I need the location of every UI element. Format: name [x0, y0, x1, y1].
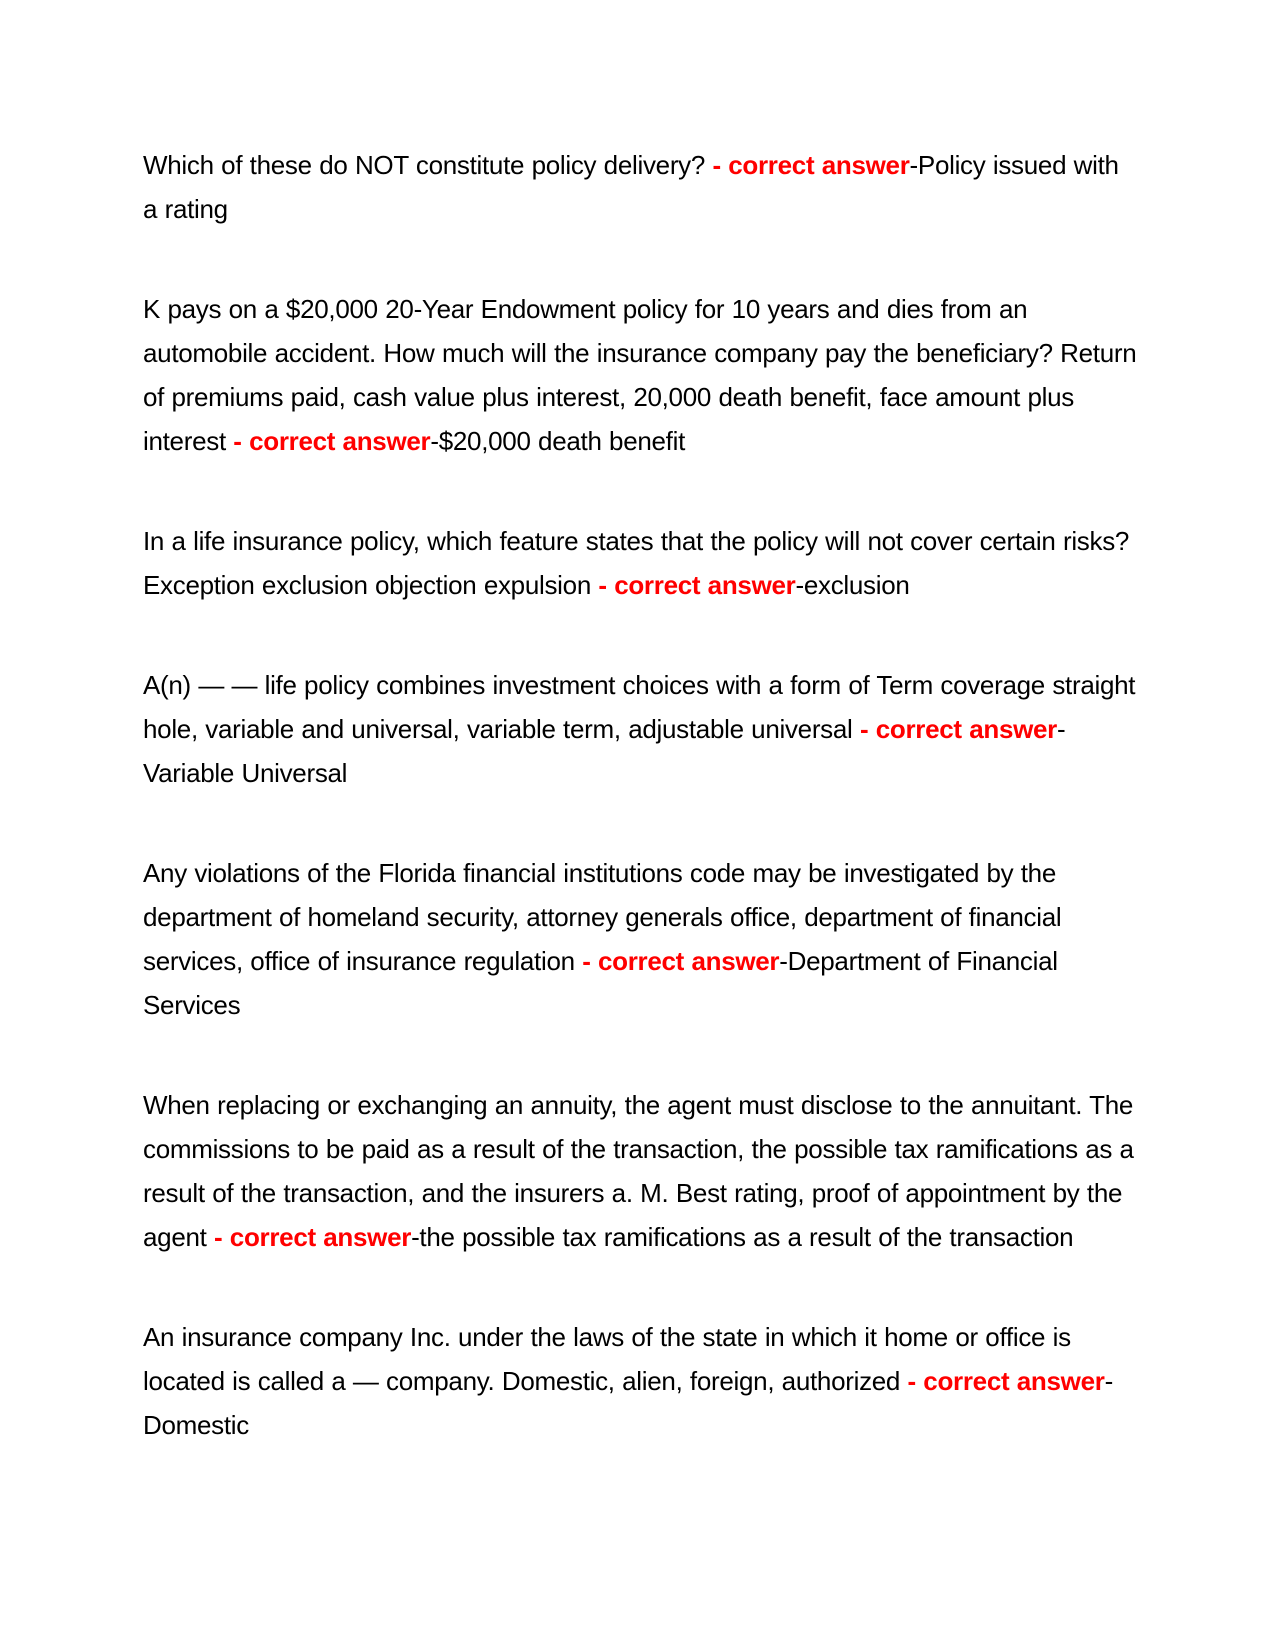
- question-text: When replacing or exchanging an annuity, the agent must disclose to the annuitant. The commissions to be paid as a result of the transaction, the possible tax ramifications as a result of the transaction, and the insurers a. M. Best rating, proof of appointment by the agent: [143, 1090, 1134, 1252]
- question-paragraph: [143, 663, 1140, 795]
- answer-text: -$20,000 death benefit: [430, 426, 685, 456]
- question-text: K pays on a $20,000 20-Year Endowment policy for 10 years and dies from an automobile accident. How much will the insurance company pay the beneficiary? Return of premiums paid, cash value plus interest, 20,000 death benefit, face amount plus interest: [143, 294, 1137, 456]
- correct-answer-marker: - correct answer: [598, 570, 796, 600]
- question-paragraph: [143, 1083, 1140, 1259]
- question-text: In a life insurance policy, which feature states that the policy will not cover certain risks? Exception exclusion objection expulsion: [143, 526, 1130, 600]
- question-paragraph: [143, 143, 1140, 231]
- answer-text: -the possible tax ramifications as a result of the transaction: [411, 1222, 1074, 1252]
- answer-text: -Variable Universal: [143, 714, 1066, 788]
- correct-answer-marker: - correct answer: [859, 714, 1058, 744]
- correct-answer-marker: - correct answer: [712, 150, 910, 180]
- answer-text: -Department of Financial Services: [143, 946, 1058, 1020]
- answer-text: -exclusion: [795, 570, 910, 600]
- question-paragraph: [143, 851, 1140, 1027]
- question-text: A(n) — — life policy combines investment choices with a form of Term coverage straight hole, variable and universal, variable term, adjustable universal: [143, 670, 1136, 744]
- correct-answer-marker: - correct answer: [233, 426, 431, 456]
- question-paragraph: [143, 287, 1140, 463]
- answer-text: -Domestic: [143, 1366, 1113, 1440]
- question-text: Any violations of the Florida financial institutions code may be investigated by the department of homeland security, attorney generals office, department of financial services, office of insurance regulation: [143, 858, 1062, 976]
- correct-answer-marker: - correct answer: [907, 1366, 1105, 1396]
- question-paragraph: [143, 1315, 1140, 1447]
- question-paragraph: [143, 519, 1140, 607]
- correct-answer-marker: - correct answer: [582, 946, 780, 976]
- question-text: Which of these do NOT constitute policy delivery?: [143, 150, 713, 180]
- correct-answer-marker: - correct answer: [214, 1222, 412, 1252]
- answer-text: -Policy issued with a rating: [143, 150, 1119, 224]
- question-text: An insurance company Inc. under the laws of the state in which it home or office is located is called a — company. Domestic, alien, foreign, authorized: [143, 1322, 1071, 1396]
- document-body: [143, 143, 1140, 1447]
